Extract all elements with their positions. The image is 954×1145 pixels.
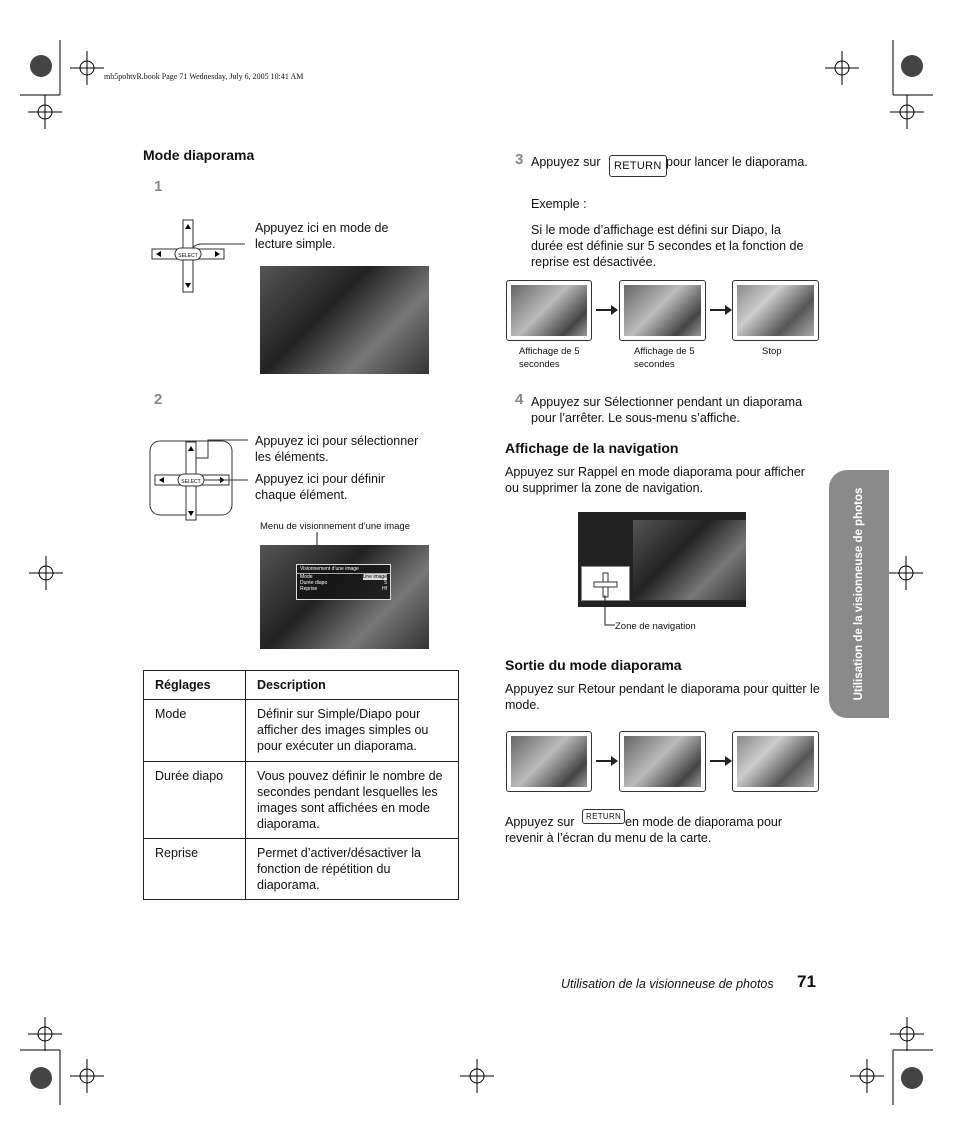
section-title: Mode diaporama [143,147,255,163]
arrow-right-icon [596,760,612,762]
table-row [144,700,459,762]
file-info: mb5pohtvR.book Page 71 Wednesday, July 6, 2005 10:41 AM [104,72,304,81]
exit-bottom-after: en mode de diaporama pour revenir à l’écran du menu de la carte. [505,815,783,845]
step2-caption-b: Appuyez ici pour définir chaque élément. [255,472,385,502]
slideshow-thumb [619,280,706,341]
step-number: 4 [515,391,524,408]
chapter-side-tab: Utilisation de la visionneuse de photos [829,470,889,718]
table-cell: Définir sur Simple/Diapo pour afficher des images simples ou pour exécuter un diaporama. [246,700,459,762]
crosshair-icon [70,51,104,85]
dpad-select-label: SELECT [181,479,201,485]
arrow-right-icon [710,760,726,762]
slideshow-thumb [619,731,706,792]
arrow-right-icon [596,309,612,311]
step3-text-after: pour lancer le diaporama. [666,155,808,169]
thumb-label: Affichage de 5 secondes [519,346,580,370]
image-view-menu: Visionnement d’une image Mode Une image Durée diapo 5 Reprise Hf [296,564,391,600]
table-row [144,762,459,839]
leader-line [603,595,615,629]
table-cell: Mode [144,700,246,762]
slideshow-thumb [732,280,819,341]
table-header: Réglages [144,671,246,700]
thumb-label: Stop [762,346,782,357]
slideshow-thumb [506,731,592,792]
step4-text: Appuyez sur Sélectionner pendant un diaporama pour l’arrêter. Le sous-menu s’affiche. [531,395,803,425]
step2-caption-a: Appuyez ici pour sélectionner les éléments. [255,434,419,464]
step-number: 2 [154,391,163,408]
table-row [144,839,459,900]
slideshow-thumb [506,280,592,341]
menu-photo [260,545,429,649]
thumb-label: Affichage de 5 secondes [634,346,695,370]
return-button-icon: RETURN [609,155,667,177]
step1-caption: Appuyez ici en mode de lecture simple. [255,221,389,251]
slideshow-thumb [732,731,819,792]
arrow-right-icon [710,309,726,311]
registration-dot-icon [30,55,52,77]
dpad-diagram [150,218,245,294]
table-cell: Permet d’activer/désactiver la fonction de répétition du diaporama. [246,839,459,900]
navigation-screen [578,512,746,607]
table-cell: Durée diapo [144,762,246,839]
football-photo [260,266,429,374]
example-label: Exemple : [531,197,587,211]
step3-text-before: Appuyez sur [531,155,601,169]
nav-text: Appuyez sur Rappel en mode diaporama pour afficher ou supprimer la zone de navigation. [505,465,805,495]
example-description: Si le mode d’affichage est défini sur Diapo, la durée est définie sur 5 secondes et la fonction de reprise est désactivée. [531,223,804,269]
menu-label: Menu de visionnement d’une image [260,521,410,532]
settings-table [143,670,459,900]
dpad-diagram [148,438,248,522]
table-header: Description [246,671,459,700]
zone-label: Zone de navigation [615,621,696,632]
dpad-select-label: SELECT [178,253,198,259]
exit-title: Sortie du mode diaporama [505,657,682,673]
step-number: 3 [515,151,524,168]
step-number: 1 [154,178,163,195]
footer-chapter: Utilisation de la visionneuse de photos [561,977,774,991]
nav-title: Affichage de la navigation [505,440,679,456]
page-number: 71 [797,972,816,991]
exit-text: Appuyez sur Retour pendant le diaporama pour quitter le mode. [505,682,820,712]
table-cell: Reprise [144,839,246,900]
exit-bottom-before: Appuyez sur [505,815,575,829]
table-header-row [144,671,459,700]
return-button-icon: RETURN [582,809,625,824]
table-cell: Vous pouvez définir le nombre de secondes pendant lesquelles les images sont affichées en mode diaporama. [246,762,459,839]
